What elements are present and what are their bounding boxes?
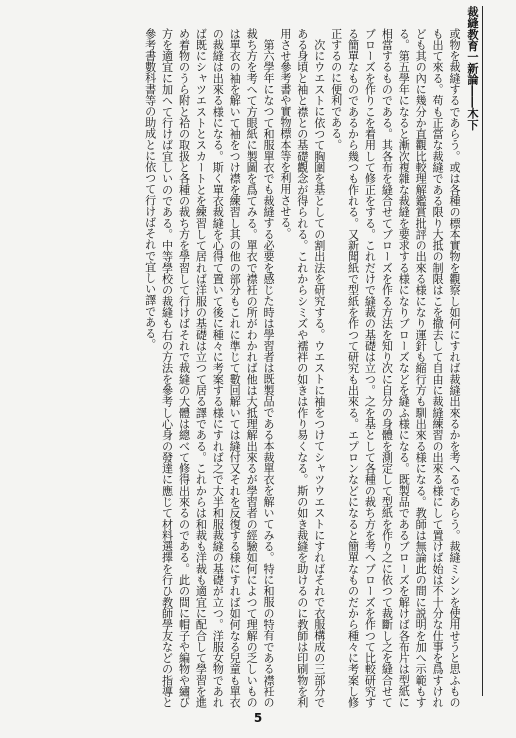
paragraph: 或物を裁縫するであらう。或は各種の標本實物を觀察し如何にすれば裁縫出來るかを考へるであらう。裁縫ミシンを使用せうと思ふものも出て來る。苟も正當な裁縫である限り大抵の制限はこを撤去して自由に裁縫練習の出來る様にして置けば始は不十分な仕事を爲すけれども其の內に幾分か直觀比較理解鑑賞批評の出來る様になり運針も縮行方も馴出來る様になる。教師は無論此の間に説明を加へ示範もする。第五學年になると漸次複雜な裁縫を要求する様になりブローズなどを縫ふ様になる。既製品であるブローズを解けば各布片は型紙に相當するものである。其各布を縫合せてブローズを作る方法を知り次に自分の身體を測定して型紙を作り之に依つて裁斷し之を縫合せてブローズを作りこを着用して修正をする。これだけで縫裁の基礎は立つ。之を基として各種の裁ち方を考へブローズを作つて比較研究する簡單なものであるから幾つも作れる。又新聞紙で型紙を作つて研究も出來る。エプロンなどになると簡單なものだから種々に考案し修正するのに便利である。	[329, 28, 461, 708]
page-number: 5	[253, 711, 263, 725]
body-text	[22, 28, 462, 708]
running-header: 裁縫教育一新論――木下	[466, 6, 479, 131]
paragraph: 次にウエストに依つて胸圍を基としての割出法を研究する。ウエストに袖をつけてシャツウエストにすればそれで衣服構成の三部分である身頃と袖と襟との基礎觀念が得られる。これからシミズや襦袢の如きは作り易くなる。斯の如き裁縫を助けるのに教師は印刷物を利用させ參考書や實物標本等を利用させる。	[278, 28, 326, 708]
paragraph: 第六學年になつて和服單衣でも裁縫する必要を感じた時は學習者は既製品である本裁單衣を解いてみる。特に和服の特有である襟衽の裁ち方を考へて方眼紙に製圖を爲てみる。單衣で襟衽の所がわかれば他は大抵理解出來るが學習者の經驗如何によつて理解の乏しいものは單衣の袖を解いて袖をつけ襟を練習し其の他の部分もこれに準じて數回解いては縫付又それを反復する様にすれば如何なる兒童も單衣の裁縫は出來る様になる。斯く單衣裁縫を心得て置いて後に種々に考案する様にすれば之で大半和服裁縫の基礎が立つ。洋服女物であれば既にシャツエストとスカートとを練習して居れば洋服の基礎は立つて居る譯である。これからは和裁も洋裁も適宜に配合して學習を進め着物のうら附と袷の取扱と各種の裁ち方を學習して行けばそれで裁縫の大體は總べて修得出來るのである。此の間に帽子や編物や繡び方を適宜に加へて行けば宜しいのである。中等學校の裁縫も右の方法を參考し心身の發達に應じて材料選擇を行ひ教師學友などの指導と參考書數科書等の助成とに依つて行けばそれで宜しい譯である。	[143, 28, 276, 708]
header-rule	[482, 6, 483, 696]
